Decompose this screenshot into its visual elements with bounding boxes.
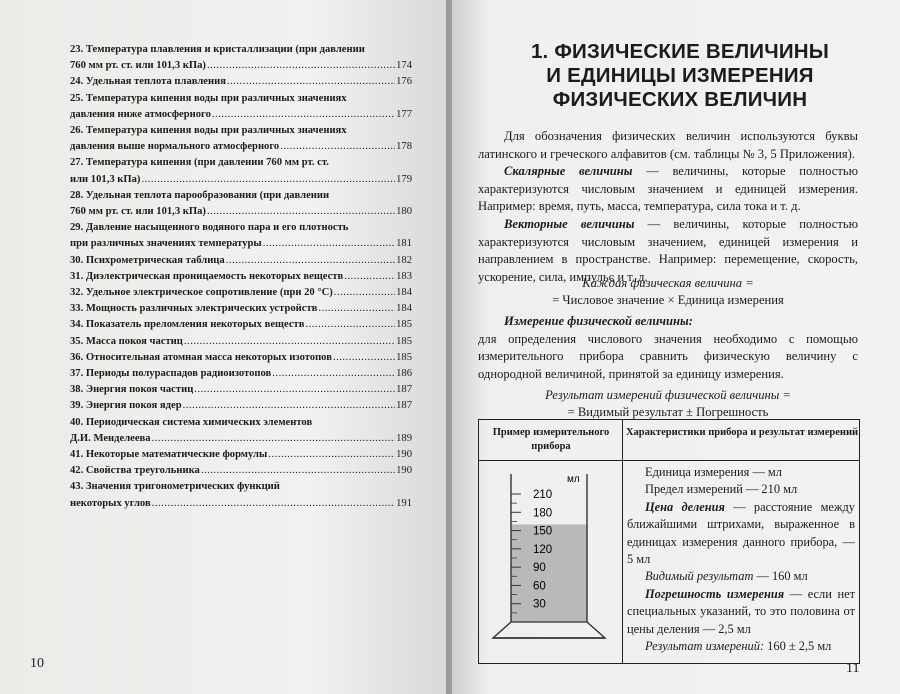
title-line: И ЕДИНИЦЫ ИЗМЕРЕНИЯ: [546, 64, 814, 87]
toc-entry: [70, 334, 412, 350]
page-number-right: 11: [846, 661, 860, 676]
toc-entry-text: 34. Показатель преломления некоторых веществ: [70, 319, 305, 331]
scale-label: 30: [533, 598, 546, 611]
toc-entry: [70, 415, 412, 447]
measurement-term: Измерение физической величины:: [504, 314, 693, 328]
scalar-paragraph: [478, 163, 858, 216]
table-header-instrument: Пример измерительного прибора: [492, 427, 610, 452]
vector-term: Векторные величины: [504, 216, 635, 231]
page-number-left: 10: [30, 656, 44, 671]
toc-entry: [70, 350, 412, 366]
toc-leader-dots: [184, 334, 395, 350]
toc-page-number: 179: [396, 173, 412, 185]
vector-text: — величины, которые полностью характеризуются числовым значением, единицей измерения и направлением в пространстве. Например: перемещение, скорость, ускорение, сила, импульс и т. д.: [478, 216, 858, 284]
measurement-block: [478, 313, 858, 383]
body-text: [478, 128, 858, 286]
formula-value: [478, 275, 858, 309]
toc-page-number: 185: [396, 319, 412, 331]
toc-entry: [70, 382, 412, 398]
visible-text: — 160 мл: [753, 569, 808, 584]
toc-entry-text: 40. Периодическая система химических элементов: [70, 416, 313, 428]
division-text: — расстояние между ближайшими штрихами, выраженное в единицах измерения данного прибора, — 5 мл: [627, 499, 855, 567]
toc-page-number: 191: [396, 497, 412, 509]
toc-page-number: 177: [396, 108, 412, 120]
toc-entry-text: 26. Температура кипения воды при различных значениях: [70, 125, 347, 137]
toc-entry-text: 27. Температура кипения (при давлении 760 мм рт. ст.: [70, 157, 329, 169]
toc-entry: [70, 220, 412, 252]
result-term: Результат измерений:: [645, 639, 765, 654]
toc-entry-text: или 101,3 кПа): [70, 173, 141, 185]
toc-entry: [70, 366, 412, 382]
toc-entry-text: 31. Диэлектрическая проницаемость некоторых веществ: [70, 270, 344, 282]
toc-page-number: 183: [396, 270, 412, 282]
toc-entry-text: 24. Удельная теплота плавления: [70, 76, 226, 88]
formula1-line2: = Числовое значение × Единица измерения: [552, 293, 784, 307]
toc-page-number: 187: [396, 384, 412, 396]
scale-label: 210: [533, 489, 553, 501]
toc-entry: [70, 285, 412, 301]
unit-line: Единица измерения — мл: [645, 465, 782, 479]
formula2-line2: = Видимый результат ± Погрешность: [567, 405, 769, 419]
toc-page-number: 180: [396, 206, 412, 218]
toc-entry: [70, 91, 412, 123]
toc-page-number: 186: [396, 368, 412, 380]
toc-entry-text: 35. Масса покоя частиц: [70, 335, 183, 347]
limit-line: Предел измерений — 210 мл: [645, 482, 798, 497]
toc-page-number: 181: [396, 238, 412, 250]
toc-page-number: 190: [396, 449, 412, 461]
toc-leader-dots: [333, 350, 395, 366]
toc-leader-dots: [212, 107, 395, 123]
scale-label: 150: [533, 525, 553, 538]
result-line: [627, 638, 855, 655]
toc-leader-dots: [207, 204, 395, 220]
toc-entry: [70, 463, 412, 479]
visible-line: [627, 568, 855, 585]
toc-entry-text: 41. Некоторые математические формулы: [70, 449, 268, 461]
toc-entry: [70, 42, 412, 74]
toc-entry-text: 760 мм рт. ст. или 101,3 кПа): [70, 60, 206, 72]
toc-leader-dots: [318, 301, 395, 317]
division-term: Цена деления: [645, 499, 725, 514]
result-text: 160 ± 2,5 мл: [764, 639, 832, 654]
toc-page-number: 182: [396, 254, 412, 266]
toc-entry: [70, 123, 412, 155]
liquid-fill: [511, 524, 587, 622]
toc-entry-text: 23. Температура плавления и кристаллизации (при давлении: [70, 44, 365, 55]
toc-page-number: 184: [396, 303, 412, 315]
toc-page-number: 185: [396, 351, 412, 363]
toc-entry: [70, 155, 412, 187]
scale-label: 90: [533, 562, 546, 575]
toc-page-number: 178: [396, 141, 412, 153]
toc-page-number: 176: [396, 76, 412, 88]
toc-leader-dots: [305, 317, 395, 333]
toc-page-number: 185: [396, 335, 412, 347]
toc-leader-dots: [227, 74, 395, 90]
toc-entry: [70, 74, 412, 90]
toc-leader-dots: [344, 269, 395, 285]
table-header-characteristics: Характеристики прибора и результат измерений: [625, 427, 859, 438]
formula-result: [478, 387, 858, 421]
toc-entry-text: давления выше нормального атмосферного: [70, 141, 280, 153]
toc-page-number: 184: [396, 287, 412, 299]
toc-entry: [70, 269, 412, 285]
toc-entry-text: при различных значениях температуры: [70, 238, 262, 250]
toc-entry: [70, 447, 412, 463]
title-line: ФИЗИЧЕСКИХ ВЕЛИЧИН: [552, 88, 808, 111]
toc-entry: [70, 188, 412, 220]
toc-entry-text: 39. Энергия покоя ядер: [70, 400, 182, 412]
toc-entry-text: 30. Психрометрическая таблица: [70, 254, 225, 266]
error-text: — если нет специальных указаний, то это половина от цены деления — 2,5 мл: [627, 586, 855, 636]
table-of-contents: [70, 42, 412, 512]
toc-entry: [70, 253, 412, 269]
division-line: [627, 499, 855, 569]
scalar-text: — величины, которые полностью характеризуются числовым значением и единицей измерения. Например: время, путь, масса, температура, сила тока и т. д.: [478, 164, 858, 214]
toc-leader-dots: [183, 398, 396, 414]
toc-entry-text: 760 мм рт. ст. или 101,3 кПа): [70, 206, 206, 218]
chapter-title: [480, 40, 880, 112]
formula2-line1: Результат измерений физической величины =: [545, 388, 791, 402]
toc-page-number: 187: [396, 400, 412, 412]
error-term: Погрешность измерения: [645, 586, 785, 601]
scalar-term: Скалярные величины: [504, 164, 633, 179]
toc-entry-text: 29. Давление насыщенного водяного пара и его плотность: [70, 222, 349, 234]
visible-term: Видимый результат: [645, 569, 754, 584]
toc-entry: [70, 301, 412, 317]
cylinder-unit-label: мл: [567, 474, 580, 485]
toc-entry-text: Д.И. Менделеева: [70, 432, 151, 444]
toc-leader-dots: [194, 382, 395, 398]
toc-leader-dots: [280, 139, 395, 155]
cylinder-base: [493, 622, 605, 638]
toc-leader-dots: [152, 496, 395, 512]
toc-leader-dots: [263, 236, 395, 252]
toc-page-number: 190: [396, 465, 412, 477]
scale-label: 180: [533, 507, 553, 520]
toc-leader-dots: [201, 463, 395, 479]
toc-entry-text: 28. Удельная теплота парообразования (при давлении: [70, 189, 330, 201]
table-divider: [622, 420, 623, 663]
toc-leader-dots: [141, 172, 395, 188]
toc-page-number: 174: [396, 60, 412, 72]
table-header-divider: [479, 460, 859, 461]
toc-entry-text: 37. Периоды полураспадов радиоизотопов: [70, 368, 272, 380]
toc-leader-dots: [272, 366, 395, 382]
title-line: 1. ФИЗИЧЕСКИЕ ВЕЛИЧИНЫ: [530, 40, 830, 63]
toc-entry-text: некоторых углов: [70, 497, 151, 509]
scale-label: 120: [533, 543, 553, 556]
formula1-line1: Каждая физическая величина =: [582, 276, 754, 290]
toc-leader-dots: [226, 253, 395, 269]
intro-paragraph: Для обозначения физических величин используются буквы латинского и греческого алфавитов (см. таблицы № 3, 5 Приложения).: [478, 129, 858, 161]
toc-entry-text: 42. Свойства треугольника: [70, 465, 200, 477]
toc-entry-text: 32. Удельное электрическое сопротивление (при 20 °С): [70, 287, 333, 299]
toc-entry-text: 25. Температура кипения воды при различных значениях: [70, 92, 347, 104]
toc-entry-text: 36. Относительная атомная масса некоторых изотопов: [70, 351, 332, 363]
toc-leader-dots: [207, 58, 395, 74]
toc-entry: [70, 479, 412, 511]
error-line: [627, 586, 855, 638]
toc-leader-dots: [152, 431, 396, 447]
measurement-text: для определения числового значения необходимо с помощью измерительного прибора сравнить физическую величину с однородной величиной, принятой за единицу измерения.: [478, 331, 858, 381]
toc-entry-text: давления ниже атмосферного: [70, 108, 211, 120]
toc-leader-dots: [268, 447, 395, 463]
measuring-cylinder-illustration: [489, 472, 609, 658]
toc-entry: [70, 398, 412, 414]
toc-entry: [70, 317, 412, 333]
scale-label: 60: [533, 580, 546, 593]
toc-page-number: 189: [396, 432, 412, 444]
toc-entry-text: 33. Мощность различных электрических устройств: [70, 303, 318, 315]
table-characteristics-cell: [627, 464, 855, 655]
toc-entry-text: 43. Значения тригонометрических функций: [70, 481, 280, 493]
toc-leader-dots: [334, 285, 395, 301]
toc-entry-text: 38. Энергия покоя частиц: [70, 384, 194, 396]
